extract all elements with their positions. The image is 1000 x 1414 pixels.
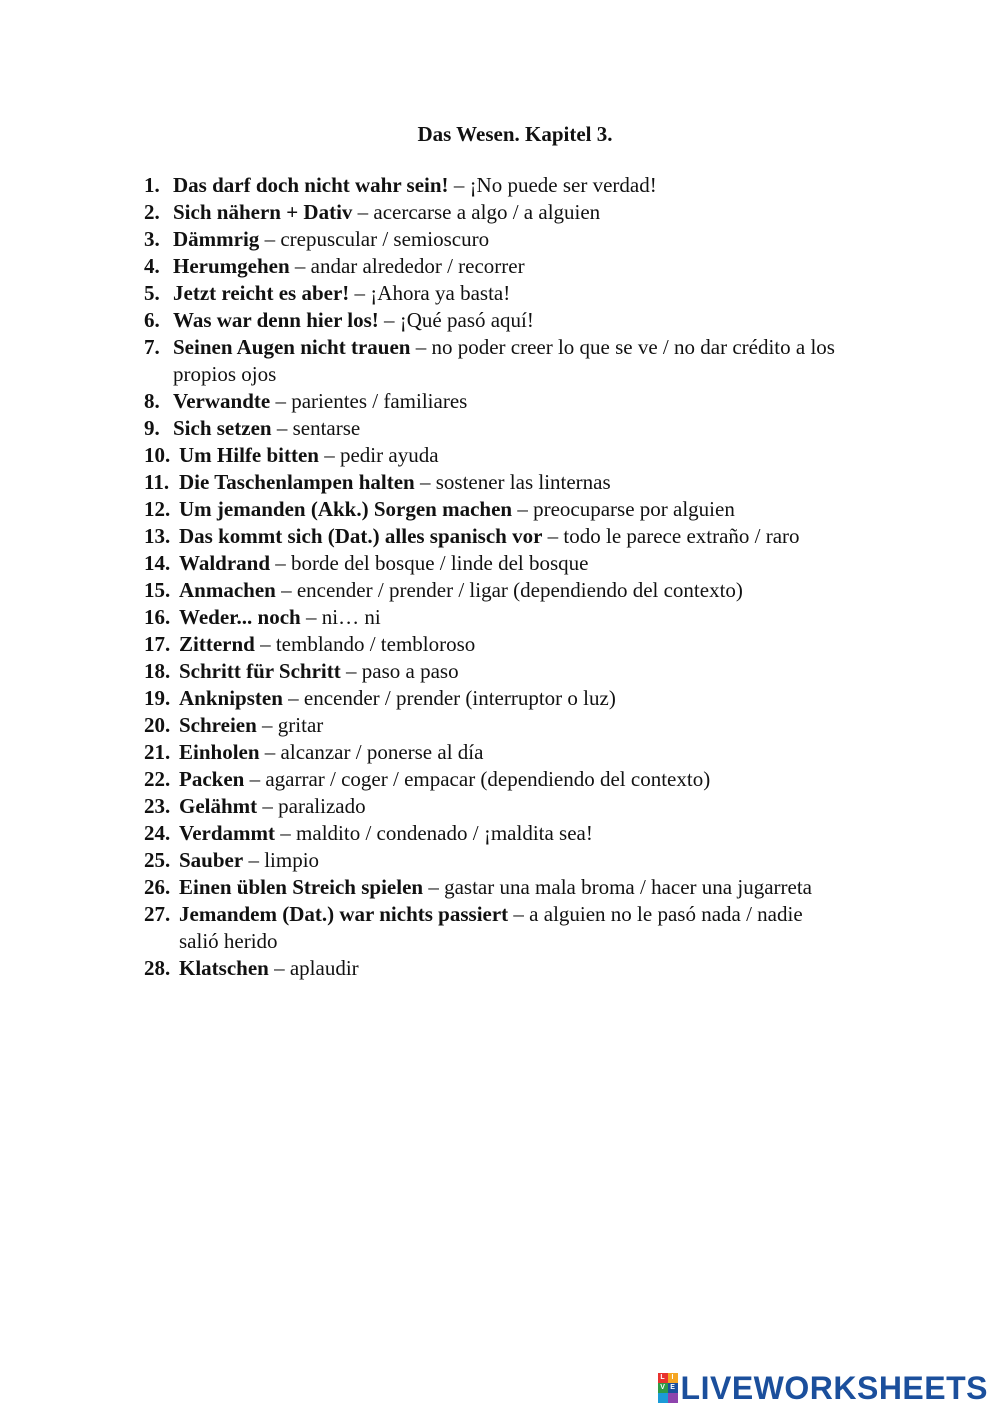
item-number: 20. [144,713,171,737]
item-number: 6. [144,308,160,332]
dash-separator: – [257,794,279,818]
spanish-definition: crepuscular / semioscuro [280,227,490,251]
german-term: Das kommt sich (Dat.) alles spanisch vor [179,524,543,548]
dash-separator: – [414,470,436,494]
list-item [144,334,844,388]
dash-separator: – [349,281,371,305]
list-item [144,631,844,658]
item-number: 10. [144,443,171,467]
dash-separator: – [254,632,276,656]
item-body [173,280,844,307]
dash-separator: – [243,848,265,872]
dash-separator: – [270,551,292,575]
german-term: Sich nähern + Dativ [173,200,353,224]
item-number: 26. [144,875,171,899]
german-term: Weder... noch [179,605,301,629]
list-item [144,739,844,766]
item-number: 25. [144,848,171,872]
spanish-definition: borde del bosque / linde del bosque [291,551,589,575]
german-term: Waldrand [179,551,271,575]
logo-tile [658,1393,668,1403]
item-body [179,739,844,766]
item-body [173,226,844,253]
list-item [144,199,844,226]
list-item [144,496,844,523]
dash-separator: – [270,389,292,413]
list-item [144,766,844,793]
dash-separator: – [318,443,340,467]
list-item [144,307,844,334]
german-term: Klatschen [179,956,269,980]
list-item [144,469,844,496]
spanish-definition: ¡Qué pasó aquí! [399,308,534,332]
german-term: Die Taschenlampen halten [179,470,415,494]
item-body [173,388,844,415]
dash-separator: – [542,524,564,548]
logo-tile [668,1393,678,1403]
item-body [179,469,844,496]
page-title: Das Wesen. Kapitel 3. [417,122,613,146]
liveworksheets-brand[interactable] [658,1370,988,1406]
item-body [179,712,844,739]
list-item [144,577,844,604]
logo-tile: E [668,1383,678,1393]
spanish-definition: sentarse [292,416,361,440]
item-number: 16. [144,605,171,629]
spanish-definition: temblando / tembloroso [275,632,476,656]
item-number: 14. [144,551,171,575]
item-body [179,793,844,820]
spanish-definition: encender / prender / ligar (dependiendo del contexto) [296,578,743,602]
item-body [173,199,844,226]
item-number: 21. [144,740,171,764]
german-term: Zitternd [179,632,255,656]
german-term: Anknipsten [179,686,283,710]
list-item [144,658,844,685]
list-item [144,820,844,847]
german-term: Um Hilfe bitten [179,443,319,467]
item-number: 24. [144,821,171,845]
german-term: Einen üblen Streich spielen [179,875,424,899]
german-term: Anmachen [179,578,276,602]
item-body [179,442,844,469]
item-body [179,550,844,577]
spanish-definition: maldito / condenado / ¡maldita sea! [296,821,593,845]
dash-separator: – [300,605,322,629]
german-term: Herumgehen [173,254,290,278]
list-item [144,442,844,469]
item-number: 19. [144,686,171,710]
item-number: 12. [144,497,171,521]
list-item [144,685,844,712]
german-term: Einholen [179,740,260,764]
spanish-definition: agarrar / coger / empacar (dependiendo del contexto) [265,767,711,791]
list-item [144,604,844,631]
german-term: Sich setzen [173,416,272,440]
brand-name: LIVEWORKSHEETS [680,1370,988,1406]
dash-separator: – [259,740,281,764]
german-term: Was war denn hier los! [173,308,379,332]
logo-tile: L [658,1373,668,1383]
list-item [144,523,844,550]
item-body [173,172,844,199]
spanish-definition: no poder creer lo que se ve / no dar crédito a los propios ojos [173,335,835,386]
dash-separator: – [271,416,293,440]
item-body [173,415,844,442]
item-number: 2. [144,200,160,224]
item-body [179,523,844,550]
logo-tile: V [658,1383,668,1393]
item-body [179,496,844,523]
list-item [144,793,844,820]
list-item [144,550,844,577]
item-body [173,253,844,280]
german-term: Packen [179,767,245,791]
dash-separator: – [275,578,297,602]
german-term: Jetzt reicht es aber! [173,281,350,305]
dash-separator: – [410,335,432,359]
german-term: Verwandte [173,389,271,413]
dash-separator: – [512,497,534,521]
item-number: 15. [144,578,171,602]
list-item [144,253,844,280]
dash-separator: – [289,254,311,278]
list-item [144,955,844,982]
dash-separator: – [378,308,400,332]
spanish-definition: alcanzar / ponerse al día [280,740,484,764]
german-term: Seinen Augen nicht trauen [173,335,411,359]
item-body [179,604,844,631]
spanish-definition: ¡No puede ser verdad! [469,173,657,197]
spanish-definition: parientes / familiares [291,389,468,413]
item-body [179,658,844,685]
spanish-definition: paso a paso [361,659,459,683]
spanish-definition: ni… ni [321,605,381,629]
spanish-definition: acercarse a algo / a alguien [373,200,601,224]
dash-separator: – [423,875,445,899]
dash-separator: – [352,200,374,224]
german-term: Schritt für Schritt [179,659,341,683]
item-body [179,874,844,901]
dash-separator: – [275,821,297,845]
item-body [179,901,844,955]
dash-separator: – [268,956,290,980]
item-number: 27. [144,902,171,926]
item-number: 4. [144,254,160,278]
item-number: 18. [144,659,171,683]
vocabulary-list [144,172,844,982]
german-term: Verdammt [179,821,276,845]
dash-separator: – [259,227,281,251]
item-number: 8. [144,389,160,413]
german-term: Gelähmt [179,794,258,818]
item-number: 9. [144,416,160,440]
dash-separator: – [282,686,304,710]
item-number: 1. [144,173,160,197]
spanish-definition: paralizado [278,794,366,818]
item-number: 17. [144,632,171,656]
list-item [144,280,844,307]
spanish-definition: aplaudir [289,956,359,980]
item-number: 13. [144,524,171,548]
dash-separator: – [256,713,278,737]
item-number: 22. [144,767,171,791]
spanish-definition: gritar [277,713,324,737]
item-body [179,685,844,712]
spanish-definition: sostener las linternas [435,470,611,494]
spanish-definition: ¡Ahora ya basta! [370,281,511,305]
list-item [144,388,844,415]
list-item [144,712,844,739]
item-body [179,631,844,658]
item-body [179,847,844,874]
item-number: 28. [144,956,171,980]
list-item [144,172,844,199]
dash-separator: – [340,659,362,683]
dash-separator: – [448,173,470,197]
logo-tile: I [668,1373,678,1383]
item-body [173,334,844,388]
item-body [179,577,844,604]
dash-separator: – [244,767,266,791]
item-number: 23. [144,794,171,818]
german-term: Um jemanden (Akk.) Sorgen machen [179,497,513,521]
spanish-definition: a alguien no le pasó nada / nadie salió herido [179,902,803,953]
item-body [179,820,844,847]
spanish-definition: pedir ayuda [339,443,439,467]
item-number: 3. [144,227,160,251]
spanish-definition: limpio [264,848,320,872]
list-item [144,415,844,442]
german-term: Jemandem (Dat.) war nichts passiert [179,902,509,926]
spanish-definition: gastar una mala broma / hacer una jugarreta [444,875,812,899]
german-term: Sauber [179,848,244,872]
item-body [179,955,844,982]
list-item [144,847,844,874]
german-term: Das darf doch nicht wahr sein! [173,173,449,197]
list-item [144,226,844,253]
dash-separator: – [508,902,530,926]
german-term: Dämmrig [173,227,260,251]
liveworksheets-logo-icon [658,1373,678,1403]
list-item [144,874,844,901]
item-number: 5. [144,281,160,305]
item-body [173,307,844,334]
item-body [179,766,844,793]
spanish-definition: todo le parece extraño / raro [563,524,800,548]
german-term: Schreien [179,713,257,737]
item-number: 11. [144,470,170,494]
spanish-definition: encender / prender (interruptor o luz) [303,686,616,710]
list-item [144,901,844,955]
spanish-definition: andar alrededor / recorrer [310,254,525,278]
spanish-definition: preocuparse por alguien [533,497,735,521]
item-number: 7. [144,335,160,359]
